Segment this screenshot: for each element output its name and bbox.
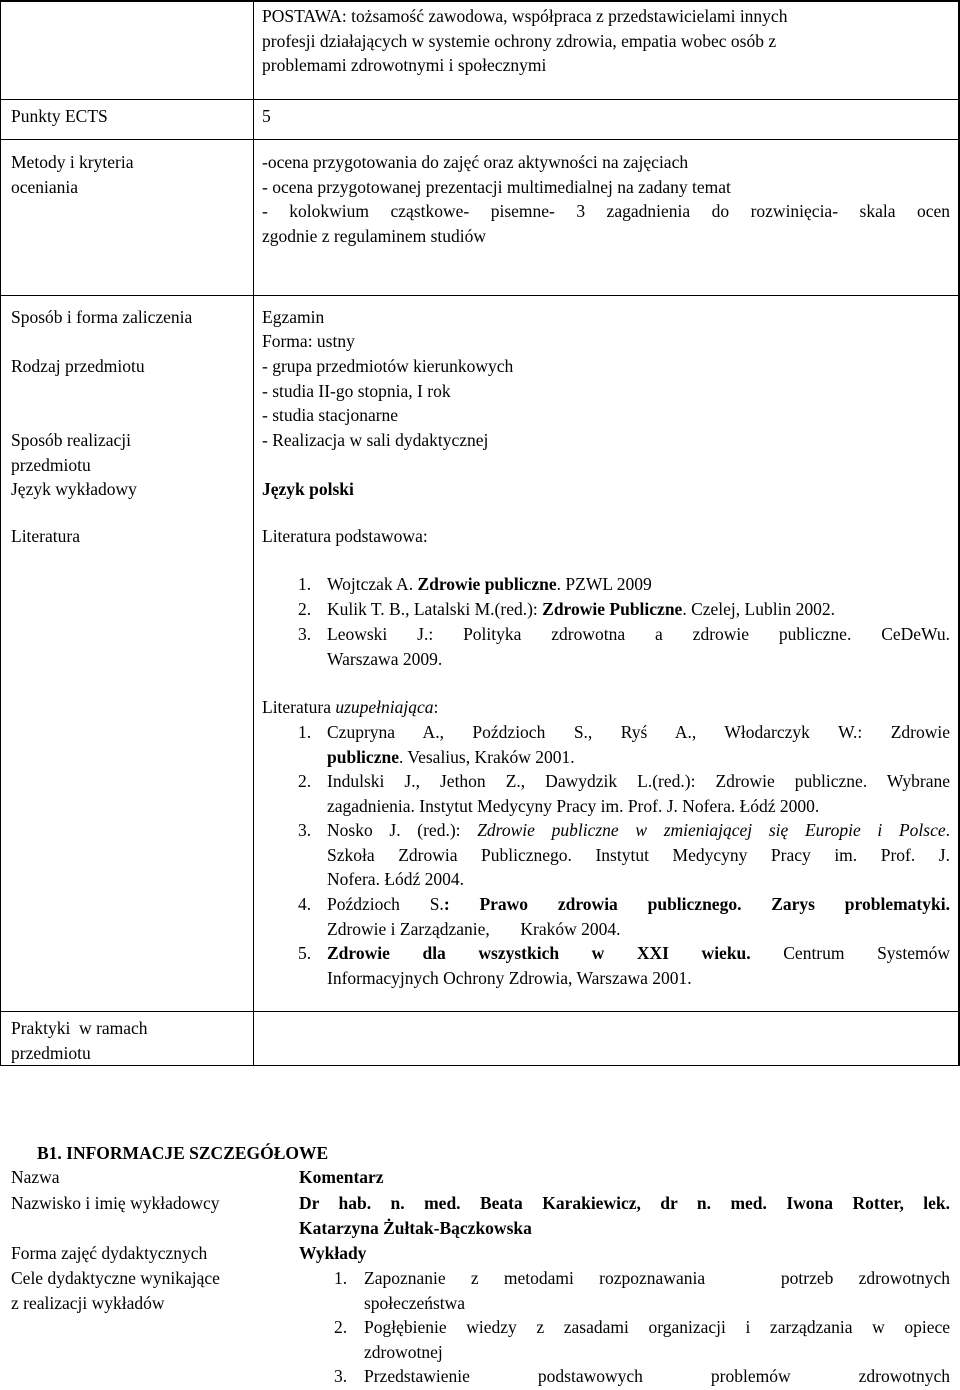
realizacja-value: - Realizacja w sali dydaktycznej (262, 430, 489, 450)
sposob-zaliczenia-label: Sposób i forma zaliczenia (11, 307, 193, 327)
table-column-divider (253, 0, 254, 1066)
lit-uzup-item: Czupryna A., Poździoch S., Ryś A., Włodarczyk W.: Zdrowie publiczne. Vesalius, Kraków 2001. (327, 722, 950, 767)
ects-value: 5 (262, 106, 271, 126)
literatura-label: Literatura (11, 526, 80, 546)
lit-uzup-num: 4. (298, 894, 312, 914)
jezyk-wykladowy-label: Język wykładowy (11, 479, 137, 499)
metody-line: zgodnie z regulaminem studiów (262, 225, 487, 246)
lit-podst-num: 1. (298, 574, 312, 594)
metody-line: - ocena przygotowanej prezentacji multimedialnej na zadany temat (262, 176, 731, 197)
b1-col1-header: Nazwa (11, 1167, 60, 1187)
postawa-line: problemami zdrowotnymi i społecznymi (262, 55, 547, 75)
metody-line: -ocena przygotowania do zajęć oraz aktywności na zajęciach (262, 152, 689, 172)
lit-podst-num: 2. (298, 599, 312, 619)
b1-lecturers: Dr hab. n. med. Beata Karakiewicz, dr n. med. Iwona Rotter, lek. Katarzyna Żułtak-Bączkowska (299, 1193, 950, 1238)
jezyk-value: Język polski (262, 479, 354, 499)
lit-podst-item: Leowski J.: Polityka zdrowotna a zdrowie publiczne. CeDeWu. Warszawa 2009. (327, 624, 950, 669)
postawa-line: profesji działających w systemie ochrony zdrowia, empatia wobec osób z (262, 30, 777, 51)
forma-value: Forma: ustny (262, 331, 355, 351)
metody-line: - kolokwium cząstkowe- pisemne- 3 zagadnienia do rozwinięcia- skala ocen (262, 201, 950, 221)
metody-text (262, 150, 950, 248)
b1-col2-header: Komentarz (299, 1167, 384, 1187)
lit-uzup-item: Nosko J. (red.): Zdrowie publiczne w zmieniającej się Europie i Polsce. Szkoła Zdrowia Publicznego. Instytut Medycyny Pracy im. Prof. J. Nofera. Łódź 2004. (327, 820, 950, 889)
cele-item: Przedstawienie podstawowych problemów zdrowotnych (364, 1366, 950, 1386)
lit-podst-num: 3. (298, 624, 312, 644)
b1-row-label: Forma zajęć dydaktycznych (11, 1243, 208, 1263)
ects-label: Punkty ECTS (11, 106, 108, 126)
b1-cele-label: Cele dydaktyczne wynikające z realizacji wykładów (11, 1268, 220, 1313)
rodzaj-value: - grupa przedmiotów kierunkowych - studia II-go stopnia, I rok - studia stacjonarne (262, 356, 514, 425)
lit-uzup-num: 1. (298, 722, 312, 742)
row-divider-zaliczenie (0, 295, 960, 296)
row-divider-ects (0, 99, 960, 100)
lit-uzup-item: Indulski J., Jethon Z., Dawydzik L.(red.): Zdrowie publiczne. Wybrane zagadnienia. Instytut Medycyny Pracy im. Prof. J. Nofera. Łódź 2000. (327, 771, 950, 816)
cele-item: Pogłębienie wiedzy z zasadami organizacji i zarządzania w opiece zdrowotnej (364, 1317, 950, 1362)
row-divider-praktyki (0, 1011, 960, 1012)
cele-num: 3. (334, 1366, 348, 1386)
lit-uzup-item: Zdrowie dla wszystkich w XXI wieku. Centrum Systemów Informacyjnych Ochrony Zdrowia, Warszawa 2001. (327, 943, 951, 988)
postawa-line: POSTAWA: tożsamość zawodowa, współpraca z przedstawicielami innych (262, 6, 788, 26)
b1-row-label: Nazwisko i imię wykładowcy (11, 1193, 220, 1213)
lit-uzup-num: 5. (298, 943, 312, 963)
row-divider-metody (0, 139, 960, 140)
cele-num: 2. (334, 1317, 348, 1337)
postawa-text (262, 4, 950, 78)
cele-item: Zapoznanie z metodami rozpoznawania potrzeb zdrowotnych społeczeństwa (364, 1268, 950, 1313)
literatura-uzupelniajaca-heading: Literatura uzupełniająca: (262, 697, 439, 717)
lit-uzup-item: Poździoch S.: Prawo zdrowia publicznego. Zarys problematyki. Zdrowie i Zarządzanie, Kraków 2004. (327, 894, 950, 939)
b1-heading: B1. INFORMACJE SZCZEGÓŁOWE (37, 1143, 329, 1163)
metody-label: Metody i kryteria oceniania (11, 152, 134, 197)
egzamin-value: Egzamin (262, 307, 325, 327)
b1-forma-value: Wykłady (299, 1243, 367, 1263)
praktyki-label: Praktyki w ramach przedmiotu (11, 1018, 148, 1063)
lit-uzup-num: 3. (298, 820, 312, 840)
literatura-podstawowa-heading: Literatura podstawowa: (262, 526, 428, 546)
table-border-bottom (0, 1065, 960, 1066)
lit-podst-item: Wojtczak A. Zdrowie publiczne. PZWL 2009 (327, 574, 652, 594)
table-border-left (0, 0, 1, 1066)
table-border-top (0, 0, 960, 2)
cele-num: 1. (334, 1268, 348, 1288)
sposob-realizacji-label: Sposób realizacji przedmiotu (11, 430, 132, 475)
lit-uzup-num: 2. (298, 771, 312, 791)
lit-podst-item: Kulik T. B., Latalski M.(red.): Zdrowie Publiczne. Czelej, Lublin 2002. (327, 599, 835, 619)
rodzaj-przedmiotu-label: Rodzaj przedmiotu (11, 356, 145, 376)
